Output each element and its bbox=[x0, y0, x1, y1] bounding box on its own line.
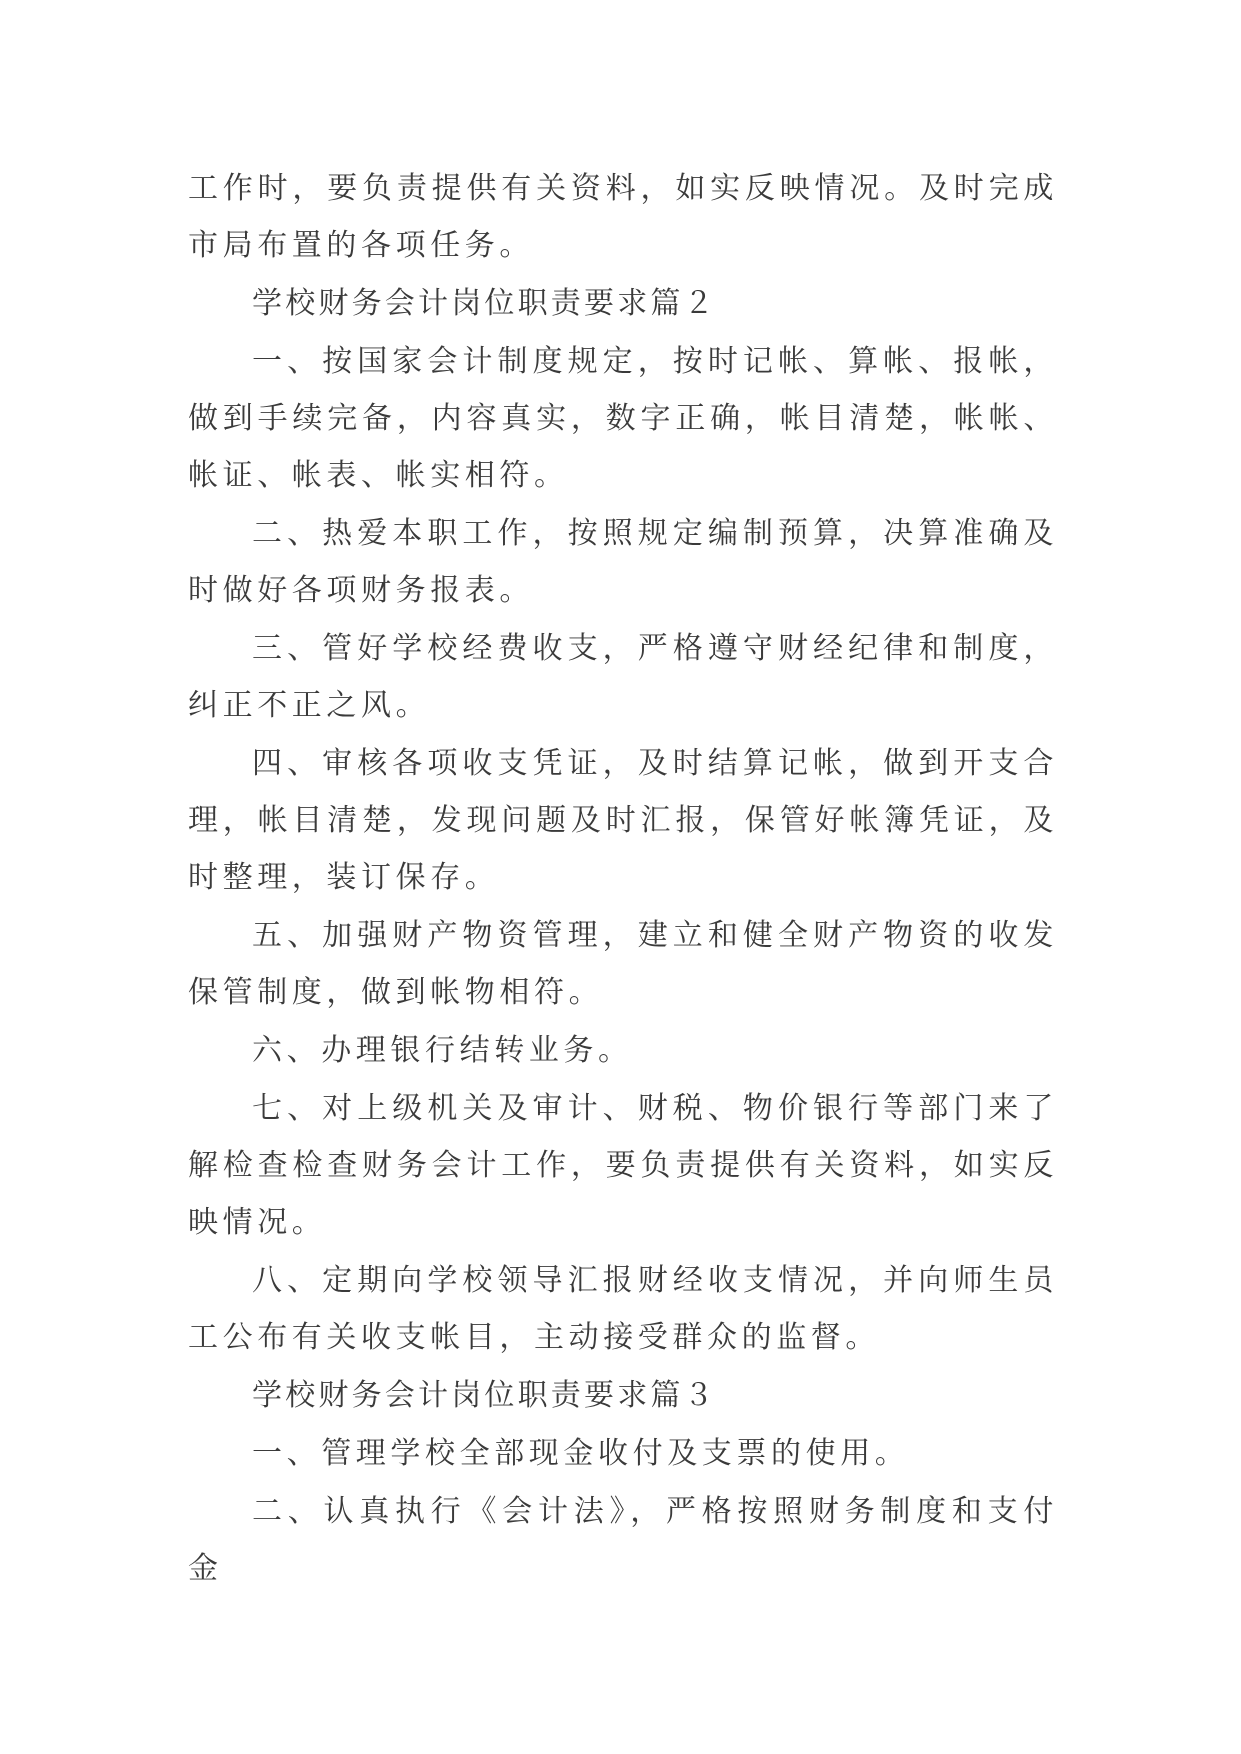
paragraph-item-6: 六、办理银行结转业务。 bbox=[252, 1033, 633, 1068]
document-body bbox=[188, 160, 1058, 1598]
paragraph-item-1: 一、按国家会计制度规定，按时记帐、算帐、报帐，做到手续完备，内容真实，数字正确，帐目清楚，帐帐、帐证、帐表、帐实相符。 bbox=[188, 344, 1058, 493]
paragraph-item-5: 五、加强财产物资管理，建立和健全财产物资的收发保管制度，做到帐物相符。 bbox=[188, 918, 1058, 1010]
paragraph-item-3: 三、管好学校经费收支，严格遵守财经纪律和制度，纠正不正之风。 bbox=[188, 631, 1058, 723]
paragraph-item-2-section-3: 二、认真执行《会计法》，严格按照财务制度和支付金 bbox=[188, 1494, 1058, 1586]
paragraph-item-2: 二、热爱本职工作，按照规定编制预算，决算准确及时做好各项财务报表。 bbox=[188, 516, 1058, 608]
paragraph-item-1-section-3: 一、管理学校全部现金收付及支票的使用。 bbox=[252, 1436, 910, 1471]
paragraph-continuation: 工作时，要负责提供有关资料，如实反映情况。及时完成市局布置的各项任务。 bbox=[188, 171, 1058, 263]
section-heading-3: 学校财务会计岗位职责要求篇３ bbox=[252, 1378, 717, 1413]
section-heading-2: 学校财务会计岗位职责要求篇２ bbox=[252, 286, 717, 321]
paragraph-item-4: 四、审核各项收支凭证，及时结算记帐，做到开支合理，帐目清楚，发现问题及时汇报，保管好帐簿凭证，及时整理，装订保存。 bbox=[188, 746, 1058, 895]
paragraph-item-8: 八、定期向学校领导汇报财经收支情况，并向师生员工公布有关收支帐目，主动接受群众的监督。 bbox=[188, 1263, 1058, 1355]
paragraph-item-7: 七、对上级机关及审计、财税、物价银行等部门来了解检查检查财务会计工作，要负责提供有关资料，如实反映情况。 bbox=[188, 1091, 1058, 1240]
